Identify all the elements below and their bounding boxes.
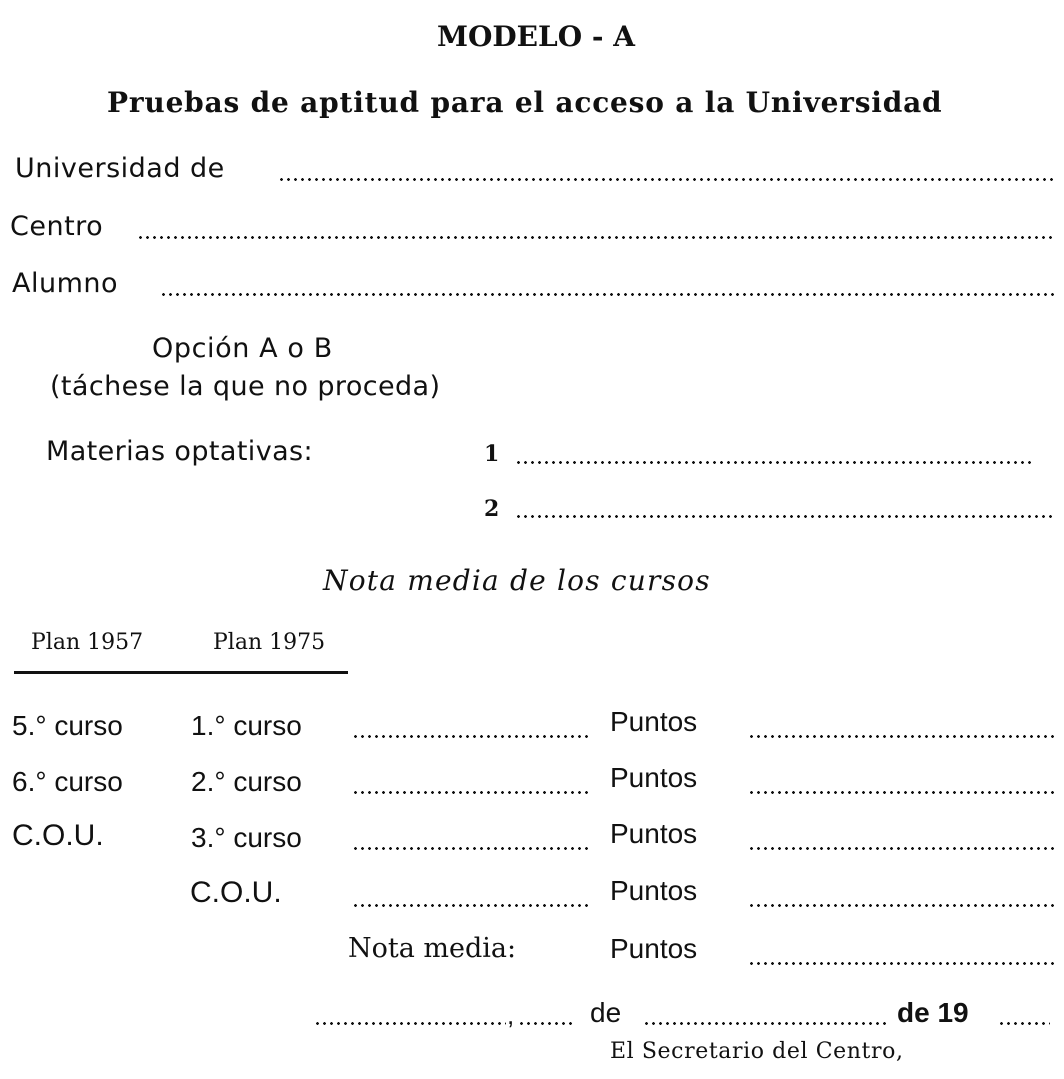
plan-1975-header: Plan 1975: [213, 630, 326, 655]
average-points-line[interactable]: [748, 962, 1054, 965]
row1-points-label: Puntos: [610, 706, 698, 737]
field-alumno-line[interactable]: [160, 293, 1056, 296]
row3-points-line[interactable]: [748, 847, 1054, 850]
average-points-label: Puntos: [610, 933, 698, 964]
field-alumno-label: Alumno: [12, 268, 119, 299]
row1-plan1957: 5.° curso: [12, 710, 123, 741]
optativa-number-2: 2: [484, 496, 500, 522]
model-title: MODELO - A: [437, 20, 635, 53]
row1-points-line[interactable]: [748, 735, 1054, 738]
row1-plan1975: 1.° curso: [191, 710, 302, 741]
row2-plan1975: 2.° curso: [191, 766, 302, 797]
field-universidad-label: Universidad de: [15, 153, 225, 184]
row4-plan1975: C.O.U.: [190, 876, 282, 909]
row3-course-line[interactable]: [352, 847, 588, 850]
row2-points-line[interactable]: [748, 791, 1054, 794]
row4-points-line[interactable]: [748, 904, 1054, 907]
optativa-line-1[interactable]: [515, 461, 1034, 464]
plan-1957-header: Plan 1957: [31, 630, 144, 655]
row2-points-label: Puntos: [610, 762, 698, 793]
page-title: Pruebas de aptitud para el acceso a la Universidad: [107, 86, 943, 119]
field-centro-line[interactable]: [137, 236, 1056, 239]
day-line[interactable]: [518, 1022, 574, 1025]
row3-plan1975: 3.° curso: [191, 822, 302, 853]
field-universidad-line[interactable]: [278, 178, 1056, 181]
row3-points-label: Puntos: [610, 818, 698, 849]
year-line[interactable]: [998, 1022, 1050, 1025]
optativa-line-2[interactable]: [515, 515, 1053, 518]
row4-course-line[interactable]: [352, 904, 588, 907]
plan-header-rule-top: [14, 671, 348, 674]
row1-course-line[interactable]: [352, 735, 588, 738]
row2-course-line[interactable]: [352, 791, 588, 794]
secretary-signature: El Secretario del Centro,: [610, 1039, 904, 1064]
row2-plan1957: 6.° curso: [12, 766, 123, 797]
place-line[interactable]: [314, 1022, 506, 1025]
place-comma: ,: [507, 1000, 515, 1030]
row4-points-label: Puntos: [610, 875, 698, 906]
date-de-19: de 19: [897, 997, 969, 1028]
option-note: (táchese la que no proceda): [50, 371, 441, 402]
date-de-1: de: [590, 997, 622, 1028]
option-label: Opción A o B: [152, 333, 333, 364]
averages-heading: Nota media de los cursos: [323, 564, 711, 597]
average-label: Nota media:: [348, 933, 517, 964]
optativa-number-1: 1: [484, 441, 500, 467]
row3-plan1957: C.O.U.: [12, 819, 104, 852]
month-line[interactable]: [643, 1022, 887, 1025]
optativas-label: Materias optativas:: [46, 436, 314, 467]
field-centro-label: Centro: [10, 211, 104, 242]
